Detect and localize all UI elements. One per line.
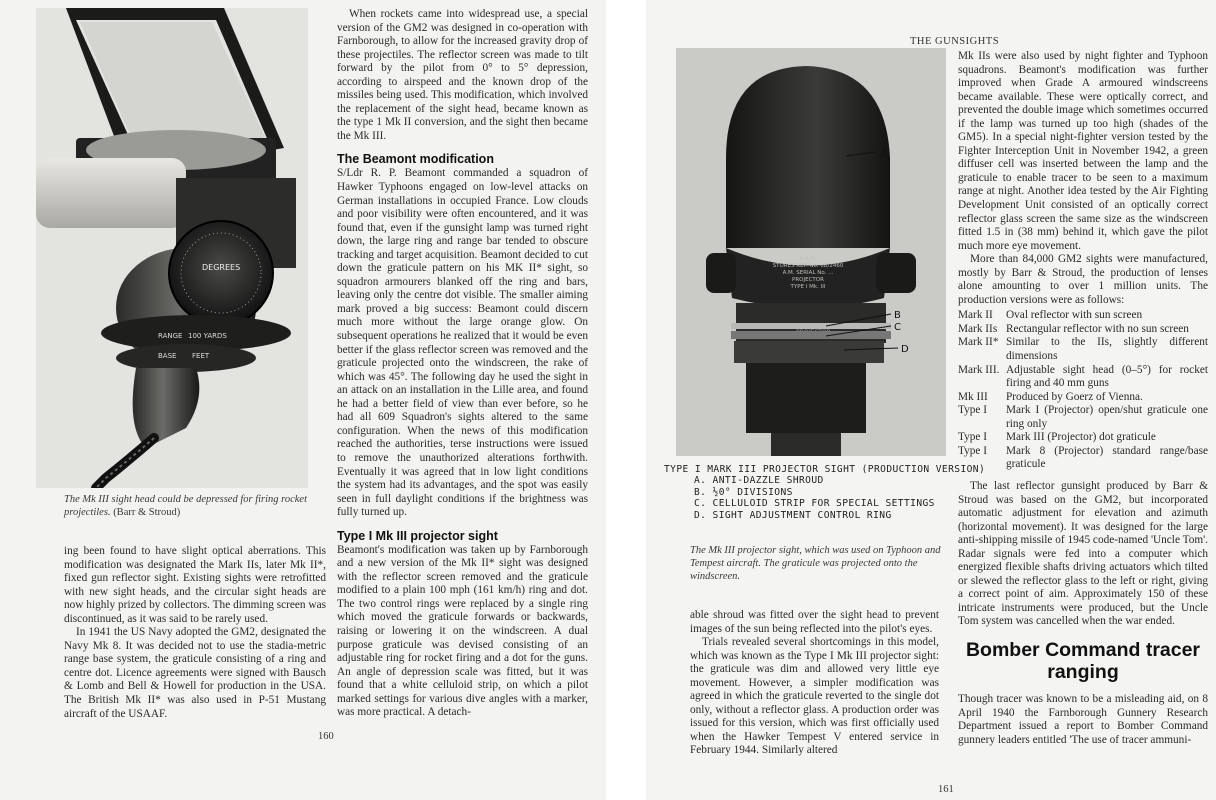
dial-label-yards: 100 YARDS <box>188 332 227 340</box>
chapter-heading: Bomber Command tracer ranging <box>965 638 1201 683</box>
left-photo-caption-text: The Mk III sight head could be depressed for firing rocket projectiles. <box>64 494 308 518</box>
list-item <box>958 323 1208 337</box>
mk3-sight-head-photo <box>36 8 308 488</box>
marker-b: B <box>894 310 901 321</box>
mark-name: Mark IIs <box>958 322 998 335</box>
paragraph: S/Ldr R. P. Beamont commanded a squadron of Hawker Typhoons engaged on low-level attacks on German installations in occupied France. Low clouds and poor visibility were often encountered, and it was found that, even if the gunsight lamp was turned right down, the large ring and range bar tended to obscure tracking and target acquisition. Beamont decided to cut down the graticule pattern on his MK II* sight, so squadron armourers blanked off the ring and bars, leaving only the centre dot visible. The smaller aiming mark proved a big success: Beamont could discern much more without the large orange glow. On subsequent operations he realized that it would be even better if the glass reflector screen was removed and the graticule projected onto the windscreen, the rake of which was 45°. The following day he used the sight in an attack on an installation in the Lille area, and found he had a better field of view than ever before, so he had all 609 Squadron's sights altered to the same configuration. When the news of this modification reached the authorities, terse instructions were issued to remove the unauthorized alterations forthwith. Eventually it was agreed that in low light conditions the system had its advantages, and the spot was easily seen in full daylight conditions if the brightness was fully turned up. <box>337 167 588 519</box>
paragraph: Mk IIs were also used by night fighter and Typhoon squadrons. Beamont's modification was further improved when Grade A armoured windscreens became available. These were optically correct, and prevented the double image which sometimes occurred if the lamp was turned up too high (shades of the GM5). In a special night-fighter version tested by the Fighter Interception Unit in November 1942, a green diffuser cell was inserted between the lamp and the graticule to enable tracer to be seen to a maximum range at night. Another idea tested by the Air Fighting Development Unit consisted of an optically correct reflector glass screen the same size as the windscreen fitted 1.5 in (38 mm) behind it, which gave the pilot much more eye movement. <box>958 50 1208 252</box>
dial-label-range: RANGE <box>158 332 183 340</box>
legend-item: C. CELLULOID STRIP FOR SPECIAL SETTINGS <box>694 498 935 510</box>
right-col1-bottom-text <box>690 609 939 758</box>
plate-line: A.A.M. <box>799 256 817 262</box>
mark-description: Similar to the IIs, slightly different dimensions <box>1006 336 1208 363</box>
page-number-right: 161 <box>938 784 954 795</box>
mark-name: Mark III. <box>958 363 1000 376</box>
left-photo-caption <box>64 493 322 519</box>
mark-description: Mark III (Projector) dot graticule <box>1006 431 1156 444</box>
legend-item: D. SIGHT ADJUSTMENT CONTROL RING <box>694 509 892 521</box>
left-col1-bottom-text <box>64 545 326 721</box>
mark-name: Mk III <box>958 390 988 403</box>
dial-label-feet: FEET <box>192 352 210 360</box>
mark-description: Rectangular reflector with no sun screen <box>1006 322 1189 335</box>
mark-description: Oval reflector with sun screen <box>1006 309 1143 322</box>
list-item <box>958 364 1208 391</box>
marker-d: D <box>901 344 909 355</box>
legend-item: A. ANTI-DAZZLE SHROUD <box>694 475 824 487</box>
paragraph: Trials revealed several shortcomings in this model, which was known as the Type I Mk III projector sight: the graticule was dim and allowed very little eye movement. However, a simpler modification was agreed in which the graticule reverted to the single dot only, without a reflector glass. A production order was issued for this version, which was first officially used when the Hawker Tempest V entered service in February 1944. Similarly altered <box>690 636 939 757</box>
page-gutter <box>606 0 646 800</box>
projector-sight-illustration <box>676 48 946 456</box>
paragraph: Beamont's modification was taken up by Farnborough and a new version of the Mk II* sight was designed with the reflector screen removed and the graticule modified to a plain 100 mph (161 km/h) ring and dot. The two control rings were replaced by a single ring which moved the graticule forwards or backwards, raising or lowering it on the windscreen. A dual purpose graticule was devised consisting of an adjustable ring for rocket firing and a dot for the guns. An angle of depression scale was fitted, but it was found that a white celluloid strip, on which a pilot marked settings for various dive angles with a marker, was more practical. A detach- <box>337 543 588 719</box>
mk3-projector-sight-photo <box>676 48 946 456</box>
paragraph: When rockets came into widespread use, a special version of the GM2 was designed in co-operation with Farnborough, to allow for the increased gravity drop of these projectiles. The reflector screen was made to tilt forward by the pilot from 0° to 5° depression, according to airspeed and the known drop of the missiles being used. This modification, which involved the replacement of the sight head, became known as the type 1 Mk II conversion, and the sight then became the Mk III. <box>337 8 588 142</box>
paragraph: able shroud was fitted over the sight head to prevent images of the sun being reflected into the pilot's eyes. <box>690 609 939 635</box>
paragraph: ing been found to have slight optical aberrations. This modification was designated the Mark IIs, later Mk II*, fixed gun reflector sight. Existing sights were retrofitted with new sight heads, and the circular sight heads are now highly prized by collectors. The dimming screen was discontinued, as it was said to be rarely used. <box>64 545 326 625</box>
plate-line: PROJECTOR <box>792 277 824 283</box>
paragraph: The last reflector gunsight produced by Barr & Stroud was based on the GM2, but incorporated automatic adjustment for elevation and azimuth (horizontal movement). It was designed for the large anti-shipping missile of 1945 code-named 'Uncle Tom'. Radar signals were fed into a computer which energized flexible shafts driving actuators which tilted or slewed the reflector glass to the left or right, giving a correct point of aim. Approximately 150 of these intricate instruments were produced, but the Uncle Tom system was cancelled when the war ended. <box>958 479 1208 628</box>
list-item <box>958 336 1208 363</box>
list-item <box>958 445 1208 472</box>
marker-c: C <box>894 322 901 333</box>
right-page <box>646 0 1216 800</box>
mark-name: Mark II* <box>958 336 999 349</box>
mark-name: Type I <box>958 444 988 457</box>
heading-type1-projector-sight: Type I Mk III projector sight <box>337 528 498 543</box>
page-number-left: 160 <box>318 731 334 742</box>
sight-head-illustration <box>36 8 308 488</box>
legend-item: B. ½0° DIVISIONS <box>694 486 793 498</box>
marker-a: A <box>880 149 887 160</box>
list-item <box>958 404 1208 431</box>
heading-beamont-modification: The Beamont modification <box>337 152 494 167</box>
paragraph: More than 84,000 GM2 sights were manufactured, mostly by Barr & Stroud, the production of lenses alone amounting to over 1 million units. The production versions were as follows: <box>958 253 1208 306</box>
mark-name: Type I <box>958 404 988 417</box>
mark-description: Mark 8 (Projector) standard range/base graticule <box>1006 444 1208 471</box>
dial-label-degrees: DEGREES <box>202 263 241 272</box>
mark-name: Type I <box>958 431 988 444</box>
production-versions-list <box>958 309 1208 472</box>
mark-description: Mark I (Projector) open/shut graticule one ring only <box>1006 404 1208 430</box>
mark-description: Produced by Goerz of Vienna. <box>1006 390 1143 403</box>
list-item <box>958 309 1208 323</box>
paragraph: Though tracer was known to be a misleading aid, on 8 April 1940 the Farnborough Gunnery Research Department issued a report to Bomber Command gunnery leaders entitled 'The use of tracer ammuni- <box>958 692 1208 746</box>
left-photo-credit: (Barr & Stroud) <box>113 507 181 518</box>
left-page <box>0 0 606 800</box>
running-head: THE GUNSIGHTS <box>910 36 1000 47</box>
plate-line: TYPE I Mk. III <box>790 284 826 290</box>
paragraph: In 1941 the US Navy adopted the GM2, designated the Navy Mk 8. It was decided not to use the stadia-metric range base system, the graticule consisting of a ring and centre dot. Licence agreements were signed with Bausch & Lomb and Bell & Howell for production in the USA. The British Mk II* was also used in P-51 Mustang aircraft of the USAAF. <box>64 626 326 720</box>
list-item <box>958 431 1208 445</box>
right-photo-caption: The Mk III projector sight, which was used on Typhoon and Tempest aircraft. The graticule was projected onto the windscreen. <box>690 545 941 582</box>
mark-description: Adjustable sight head (0–5°) for rocket firing and 40 mm guns <box>1006 363 1208 390</box>
dial-label-base: BASE <box>158 352 177 360</box>
left-col2-text <box>337 8 588 720</box>
legend-title: TYPE I MARK III PROJECTOR SIGHT (PRODUCTION VERSION) <box>664 464 986 475</box>
plate-line: STORES REF. No. 6B/2460 <box>772 263 844 269</box>
right-col2-text <box>958 50 1208 747</box>
mark-name: Mark II <box>958 309 993 322</box>
list-item <box>958 391 1208 405</box>
plate-line: A.M. SERIAL No. ... <box>782 270 834 276</box>
photo-legend <box>664 464 985 521</box>
